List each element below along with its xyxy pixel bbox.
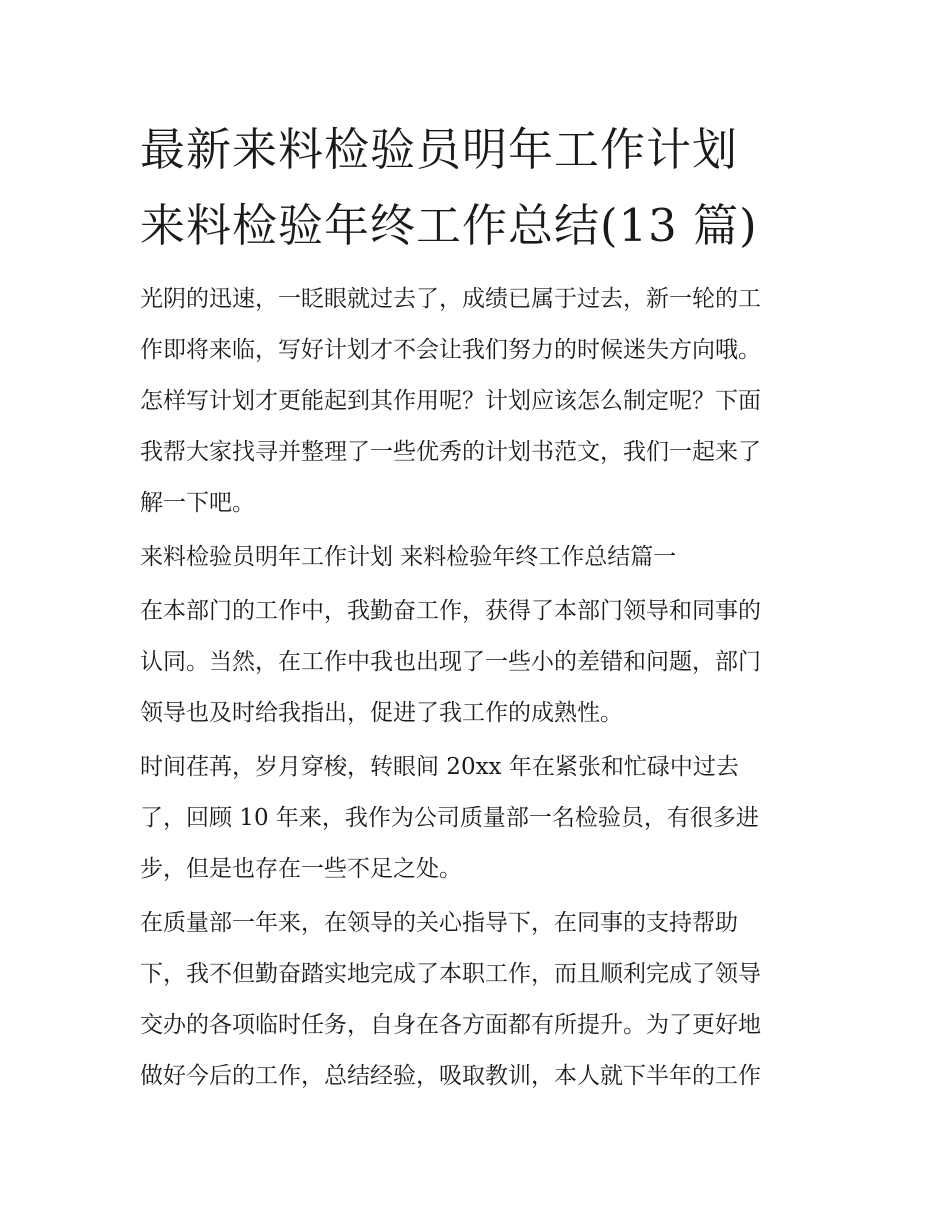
intro-paragraph (140, 274, 812, 529)
text-line: 下，我不但勤奋踏实地完成了本职工作，而且顺利完成了领导 (140, 961, 761, 987)
text-line: 解一下吧。 (140, 490, 255, 516)
body-paragraph (140, 586, 812, 739)
text-line: 来料检验员明年工作计划 来料检验年终工作总结篇一 (140, 544, 677, 570)
text-line: 在本部门的工作中，我勤奋工作，获得了本部门领导和同事的 (140, 598, 761, 624)
text-line: 光阴的迅速，一眨眼就过去了，成绩已属于过去，新一轮的工 (140, 286, 761, 312)
text-line: 我帮大家找寻并整理了一些优秀的计划书范文，我们一起来了 (140, 439, 761, 465)
section-heading (140, 532, 812, 583)
text-line: 时间荏苒，岁月穿梭，转眼间 20xx 年在紧张和忙碌中过去 (140, 754, 739, 780)
text-line: 作即将来临，写好计划才不会让我们努力的时候迷失方向哦。 (140, 337, 761, 363)
text-line: 领导也及时给我指出，促进了我工作的成熟性。 (140, 700, 623, 726)
text-line: 交办的各项临时任务，自身在各方面都有所提升。为了更好地 (140, 1012, 761, 1038)
text-line: 步，但是也存在一些不足之处。 (140, 856, 462, 882)
text-line: 怎样写计划才更能起到其作用呢？计划应该怎么制定呢？下面 (140, 388, 761, 414)
title-line: 来料检验年终工作总结(13 篇) (140, 199, 758, 252)
body-paragraph (140, 742, 812, 895)
text-line: 在质量部一年来，在领导的关心指导下，在同事的支持帮助 (140, 910, 738, 936)
body-paragraph (140, 898, 812, 1102)
text-line: 认同。当然，在工作中我也出现了一些小的差错和问题，部门 (140, 649, 761, 675)
title-line: 最新来料检验员明年工作计划 (140, 123, 739, 176)
text-line: 做好今后的工作，总结经验，吸取教训，本人就下半年的工作 (140, 1063, 761, 1089)
document-body (140, 274, 812, 1102)
document-title (140, 112, 812, 264)
text-line: 了，回顾 10 年来，我作为公司质量部一名检验员，有很多进 (140, 805, 759, 831)
document-page (140, 112, 812, 1105)
